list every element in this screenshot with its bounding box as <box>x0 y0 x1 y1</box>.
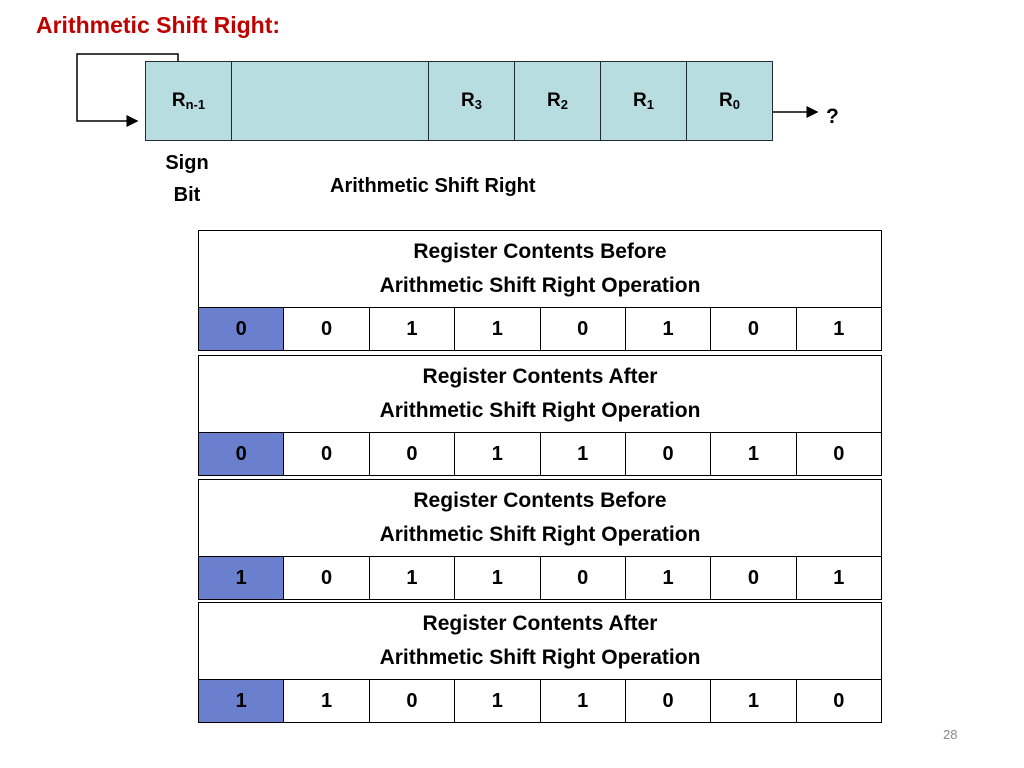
diagram-caption: Arithmetic Shift Right <box>330 175 536 197</box>
bit-cell: 1 <box>455 433 540 476</box>
bit-cell: 0 <box>540 308 625 351</box>
table-header <box>199 480 882 557</box>
bit-cell: 0 <box>625 680 710 723</box>
sign-bit-cell: 0 <box>199 308 284 351</box>
bit-cell: 0 <box>625 433 710 476</box>
register-table-4 <box>198 602 882 723</box>
bit-cell: 0 <box>540 557 625 600</box>
table-header-line2: Arithmetic Shift Right Operation <box>379 646 701 669</box>
bit-cell: 0 <box>284 557 369 600</box>
bit-row <box>199 557 882 600</box>
register-cell-r1: R $_1$ <box>601 62 687 140</box>
bit-cell: 0 <box>711 308 796 351</box>
table-header <box>199 231 882 308</box>
bit-cell: 0 <box>369 680 454 723</box>
bit-cell: 1 <box>455 308 540 351</box>
register-cell-r3: R $_3$ <box>429 62 515 140</box>
register-table-3 <box>198 479 882 600</box>
sign-bit-cell: 1 <box>199 557 284 600</box>
bit-row <box>199 680 882 723</box>
shift-register <box>145 61 773 141</box>
register-table-2 <box>198 355 882 476</box>
bit-cell: 1 <box>796 557 881 600</box>
table-header <box>199 356 882 433</box>
bit-cell: 1 <box>540 680 625 723</box>
page-number: 28 <box>943 727 958 742</box>
bit-cell: 1 <box>540 433 625 476</box>
table-header-line1: Register Contents After <box>422 365 658 388</box>
bit-cell: 1 <box>369 308 454 351</box>
register-cell-r0: R $_0$ <box>719 90 740 112</box>
bit-cell: 0 <box>284 308 369 351</box>
bit-cell: 1 <box>711 680 796 723</box>
bit-cell: 1 <box>625 308 710 351</box>
table-header-line1: Register Contents Before <box>413 240 667 263</box>
bit-cell: 1 <box>711 433 796 476</box>
sign-bit-label <box>150 147 224 211</box>
shifted-out-bit-label: ? <box>826 105 839 128</box>
slide-title: Arithmetic Shift Right: <box>36 12 281 38</box>
bit-cell: 1 <box>796 308 881 351</box>
register-cell-r2: R $_2$ <box>515 62 601 140</box>
table-header-line2: Arithmetic Shift Right Operation <box>379 274 701 297</box>
sign-bit-cell: 0 <box>199 433 284 476</box>
table-header-line1: Register Contents After <box>422 612 658 635</box>
register-cell-rn-1: R $_{n-1}$ <box>146 62 232 140</box>
register-table-1 <box>198 230 882 351</box>
table-header-line2: Arithmetic Shift Right Operation <box>379 399 701 422</box>
bit-cell: 1 <box>284 680 369 723</box>
bit-cell: 1 <box>455 680 540 723</box>
register-cell-middle <box>232 62 429 140</box>
bit-row <box>199 433 882 476</box>
bit-cell: 1 <box>369 557 454 600</box>
bit-cell: 0 <box>284 433 369 476</box>
sign-bit-cell: 1 <box>199 680 284 723</box>
bit-cell: 1 <box>455 557 540 600</box>
bit-cell: 0 <box>369 433 454 476</box>
bit-cell: 0 <box>796 433 881 476</box>
bit-cell: 1 <box>625 557 710 600</box>
table-header-line1: Register Contents Before <box>413 489 667 512</box>
bit-row <box>199 308 882 351</box>
sign-bit-label-text: Sign Bit <box>165 152 209 206</box>
table-header <box>199 603 882 680</box>
bit-cell: 0 <box>796 680 881 723</box>
table-header-line2: Arithmetic Shift Right Operation <box>379 523 701 546</box>
bit-cell: 0 <box>711 557 796 600</box>
